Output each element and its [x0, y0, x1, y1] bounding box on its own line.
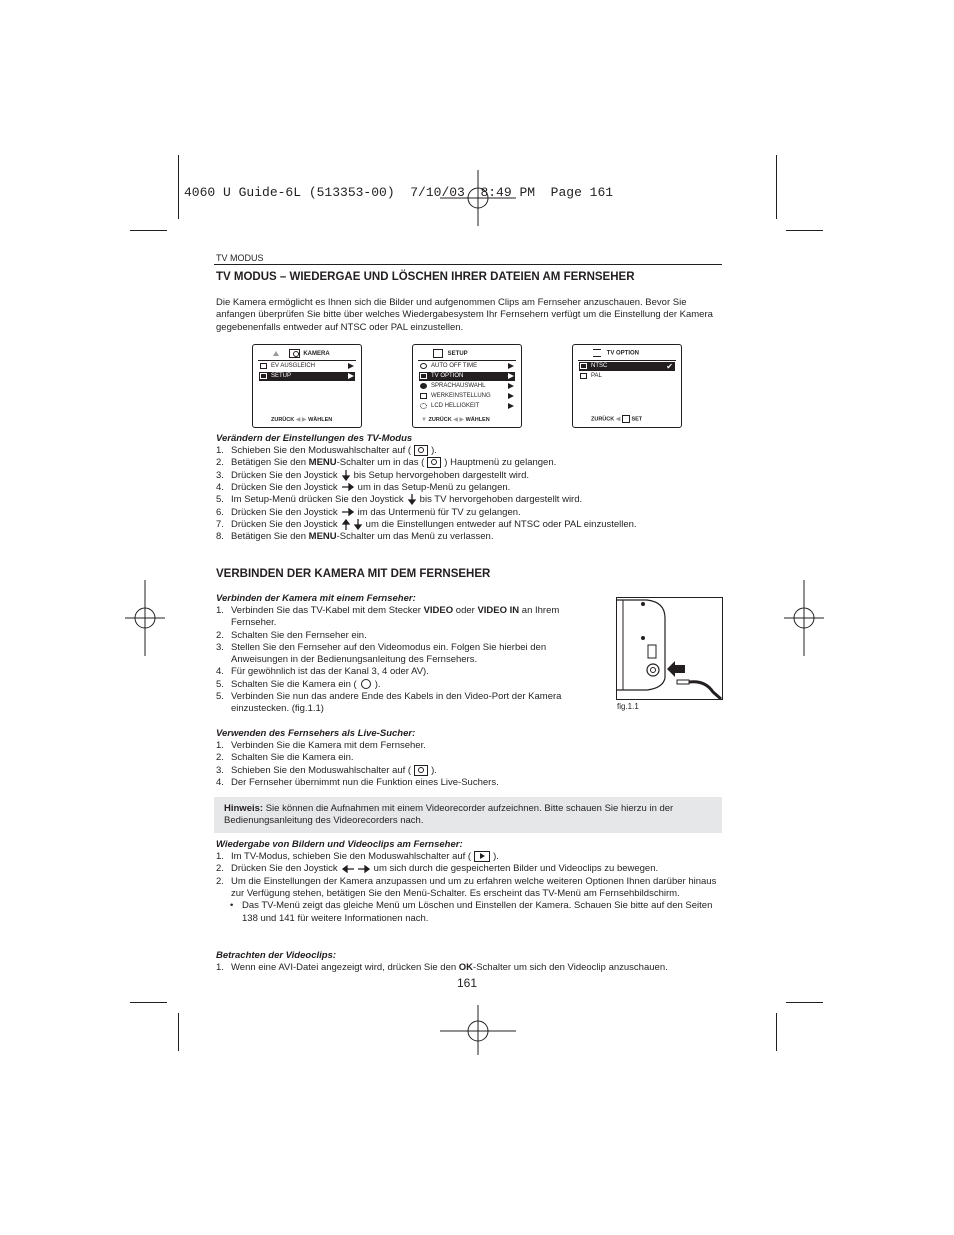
- arrow-down-icon: [354, 519, 362, 530]
- page-title: TV MODUS – WIEDERGAE UND LÖSCHEN IHRER DATEIEN AM FERNSEHER: [216, 271, 635, 283]
- setup-icon: [260, 373, 267, 379]
- triangle-right-icon: [348, 373, 354, 379]
- arrow-right-icon: [358, 865, 370, 873]
- figure-caption: fig.1.1: [617, 702, 639, 711]
- print-header: 4060 U Guide-6L (513353-00) 7/10/03 8:49 PM Page 161: [184, 185, 614, 200]
- crop-mark: [130, 1002, 167, 1003]
- screen-title: KAMERA: [303, 351, 330, 358]
- menu-lines-icon: [593, 349, 601, 357]
- live-steps: [216, 740, 721, 789]
- registration-mark-right: [784, 580, 824, 656]
- list-item: 3. Drücken Sie den Joystick bis Setup hervorgehoben dargestellt wird.: [216, 469, 529, 481]
- menu-item-language: SPRACHAUSWAHL: [419, 382, 515, 391]
- connect-heading: Verbinden der Kamera mit einem Fernseher:: [216, 593, 416, 604]
- checkmark-icon: ✔: [666, 362, 673, 371]
- list-item: 3. Stellen Sie den Fernseher auf den Videomodus ein. Folgen Sie hierbei den Anweisungen in der Bedienungsanleitung des Fernsehers.: [216, 641, 547, 666]
- registration-mark-bottom: [440, 1005, 516, 1055]
- arrow-down-icon: [342, 470, 350, 481]
- list-item: 1. Wenn eine AVI-Datei angezeigt wird, drücken Sie den OK-Schalter um sich den Videoclip anzuschauen.: [216, 962, 668, 973]
- change-steps: [216, 445, 721, 543]
- speech-icon: [420, 383, 427, 389]
- camera-icon: [289, 349, 300, 358]
- crop-mark: [776, 1013, 777, 1051]
- camera-icon: [414, 445, 428, 456]
- list-item: 5. Verbinden Sie nun das andere Ende des Kabels in den Video-Port der Kamera einzustecken. (fig.1.1): [216, 691, 562, 715]
- list-item: 7. Drücken Sie den Joystick um die Einstellungen entweder auf NTSC oder PAL einzustellen.: [216, 518, 637, 530]
- menu-screen-kamera: KAMERA EV AUSGLEICH SETUP ZURÜCK ◀ ▶ WÄHLEN: [252, 344, 362, 428]
- connect-title: VERBINDEN DER KAMERA MIT DEM FERNSEHER: [216, 568, 491, 580]
- ev-icon: [260, 363, 267, 369]
- playback-heading: Wiedergabe von Bildern und Videoclips am Fernseher:: [216, 839, 463, 850]
- triangle-right-icon: [348, 363, 354, 369]
- crop-mark: [178, 1013, 179, 1051]
- list-item: 5. Im Setup-Menü drücken Sie den Joystick bis TV hervorgehoben dargestellt wird.: [216, 494, 583, 506]
- list-item: 4. Für gewöhnlich ist das der Kanal 3, 4 oder AV).: [216, 666, 429, 678]
- page-number: 161: [457, 976, 478, 990]
- menu-item-auto-off: AUTO OFF TIME: [419, 362, 515, 371]
- video-steps: [216, 962, 721, 974]
- left-arrow-icon: ◀: [615, 416, 621, 423]
- crop-mark: [776, 155, 777, 219]
- tv-icon: [420, 373, 427, 379]
- play-icon: [474, 851, 490, 862]
- menu-item-ntsc: NTSC ✔: [579, 362, 675, 371]
- sun-icon: [420, 403, 427, 409]
- list-item: 1. Verbinden Sie die Kamera mit dem Fernseher.: [216, 740, 426, 751]
- header-rule: [214, 264, 722, 265]
- list-item: 6. Drücken Sie den Joystick im das Untermenü für TV zu gelangen.: [216, 506, 521, 518]
- video-heading: Betrachten der Videoclips:: [216, 950, 337, 961]
- list-item: 4. Der Fernseher übernimmt nun die Funktion eines Live-Suchers.: [216, 776, 499, 788]
- menu-screen-tv-option: TV OPTION NTSC ✔ PAL ZURÜCK ◀ SET: [572, 344, 682, 428]
- factory-icon: [420, 393, 427, 399]
- change-heading: Verändern der Einstellungen des TV-Modus: [216, 433, 413, 444]
- left-arrow-icon: ◀: [295, 417, 301, 423]
- menu-screen-setup: SETUP AUTO OFF TIME TV OPTION SPRACHAUSWAHL WERKEINSTELLUNG LCD HELLIGKEIT ▼ ZURÜCK ◀ ▶ WÄHLEN: [412, 344, 522, 428]
- menu-item-lcd: LCD HELLIGKEIT: [419, 402, 515, 411]
- pal-icon: [580, 373, 587, 379]
- power-icon: [420, 363, 427, 369]
- camera-icon: [414, 765, 428, 776]
- crop-mark: [786, 230, 823, 231]
- camera-icon: [427, 457, 441, 468]
- left-arrow-icon: ◀: [453, 417, 458, 423]
- list-item: 8. Betätigen Sie den MENU-Schalter um das Menü zu verlassen.: [216, 531, 494, 543]
- list-item: 4. Drücken Sie den Joystick um in das Setup-Menü zu gelangen.: [216, 481, 511, 493]
- arrow-up-icon: [342, 519, 350, 530]
- menu-item-factory: WERKEINSTELLUNG: [419, 392, 515, 401]
- ntsc-icon: [580, 363, 587, 369]
- note-text: Hinweis: Sie können die Aufnahmen mit einem Videorecorder aufzeichnen. Bitte schauen Sie hierzu in der Bedienungsanleitung des Videorecorders nach.: [224, 803, 674, 827]
- setup-icon: [433, 349, 443, 358]
- list-item: 2. Betätigen Sie den MENU-Schalter um in das ( ) Hauptmenü zu gelangen.: [216, 457, 557, 469]
- right-arrow-icon: ▶: [301, 417, 307, 423]
- menu-item-ev: EV AUSGLEICH: [259, 362, 355, 371]
- list-item: 1. Im TV-Modus, schieben Sie den Moduswahlschalter auf ( ).: [216, 851, 499, 863]
- menu-item-pal: PAL: [579, 372, 675, 381]
- arrow-left-icon: [342, 865, 354, 873]
- list-item: 5. Schalten Sie die Kamera ein ( ).: [216, 678, 381, 690]
- list-item: 2. Drücken Sie den Joystick um sich durch die gespeicherten Bilder und Videoclips zu bewegen.: [216, 863, 659, 875]
- arrow-right-icon: [342, 508, 354, 516]
- crop-mark: [130, 230, 167, 231]
- crop-mark: [178, 155, 179, 219]
- set-icon: [622, 415, 630, 423]
- menu-item-tv-option: TV OPTION: [419, 372, 515, 381]
- list-item: 2. Schalten Sie den Fernseher ein.: [216, 629, 367, 641]
- down-arrow-icon: ▼: [421, 417, 427, 423]
- right-arrow-icon: ▶: [459, 417, 465, 423]
- list-item: 1. Schieben Sie den Moduswahlschalter auf ( ).: [216, 445, 437, 457]
- up-arrow-icon: [273, 351, 279, 356]
- section-label: TV MODUS: [216, 253, 264, 263]
- registration-mark-left: [125, 580, 165, 656]
- camera-cable-illustration: [617, 598, 722, 699]
- list-item: 1. Verbinden Sie das TV-Kabel mit dem Stecker VIDEO oder VIDEO IN an Ihrem Fernseher.: [216, 605, 560, 629]
- camera-connection-figure: [616, 597, 723, 700]
- connect-steps: [216, 605, 591, 716]
- power-icon: [361, 679, 371, 689]
- playback-steps: [216, 851, 721, 925]
- list-item: 2. Schalten Sie die Kamera ein.: [216, 752, 354, 764]
- live-heading: Verwenden des Fernsehers als Live-Sucher:: [216, 728, 416, 739]
- arrow-down-icon: [408, 494, 416, 505]
- crop-mark: [786, 1002, 823, 1003]
- intro-paragraph: Die Kamera ermöglicht es Ihnen sich die Bilder und aufgenommen Clips am Fernseher anzuschauen. Bevor Sie anfangen überprüfen Sie bitte über welches Wiedergabesystem Ihr Fernsehern verfügt um die Einstellung der Kamera gegebenenfalls entweder auf NTSC oder PAL einzustellen.: [216, 297, 713, 333]
- list-item: • Das TV-Menü zeigt das gleiche Menü um Löschen und Einstellen der Kamera. Schauen Sie bitte auf den Seiten 138 und 141 für weitere Informationen nach.: [230, 900, 713, 924]
- arrow-right-icon: [342, 483, 354, 491]
- list-item: 3. Schieben Sie den Moduswahlschalter auf ( ).: [216, 764, 437, 776]
- menu-item-setup: SETUP: [259, 372, 355, 381]
- list-item: 2. Um die Einstellungen der Kamera anzupassen und um zu erfahren welche weiteren Optionen Ihnen darüber hinaus zur Verfügung stehen, betätigen Sie den Menü-Schalter. Es erscheint das TV-Menü am Fernsehbildschirm.: [216, 875, 717, 899]
